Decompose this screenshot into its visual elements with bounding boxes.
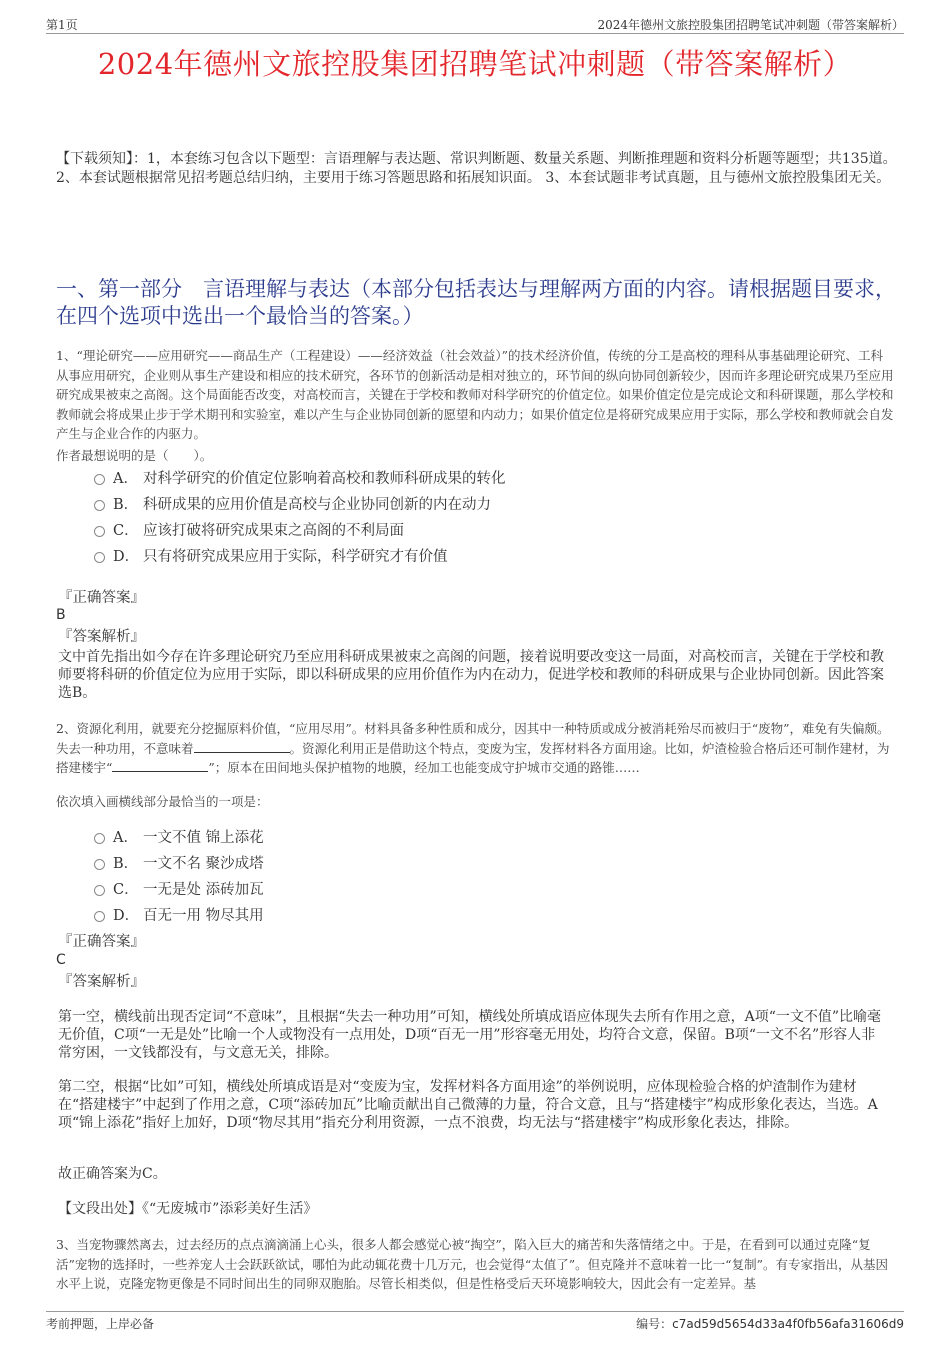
analysis-label: 『答案解析』	[58, 974, 145, 990]
answer-label: 『正确答案』	[58, 590, 145, 606]
analysis-paragraph-1: 第一空，横线前出现否定词“不意味”，且根据“失去一种功用”可知，横线处所填成语应体现失去所有作用之意，A项“一文不值”比喻毫无价值，C项“一无是处”比喻一个人或物没有一点用处，D项“百无一用”形容毫无用处，均符合文意，保留。B项“一文不名”形容人非常穷困，一文钱都没有，与文意无关，排除。	[58, 1009, 882, 1061]
document-title: 2024年德州文旅控股集团招聘笔试冲刺题（带答案解析）	[97, 47, 853, 81]
analysis-paragraph-2: 第二空，根据“比如”可知，横线处所填成语是对“变废为宝，发挥材料各方面用途”的举例说明，应体现检验合格的炉渣制作为建材在“搭建楼宇”中起到了作用之意，C项“添砖加瓦”比喻贡献出自己微薄的力量，符合文意，且与“搭建楼宇”构成形象化表达，当选。A项“锦上添花”指好上加好，D项“物尽其用”指充分利用资源，一点不浪费，均无法与“搭建楼宇”构成形象化表达，排除。	[58, 1079, 878, 1131]
option-d[interactable]: D． 百无一用 物尽其用	[94, 903, 794, 929]
radio-icon[interactable]	[94, 833, 105, 844]
radio-icon[interactable]	[94, 500, 105, 511]
option-a[interactable]: A． 一文不值 锦上添花	[94, 825, 794, 851]
analysis-conclusion: 故正确答案为C。	[58, 1166, 167, 1182]
answer-label: 『正确答案』	[58, 934, 145, 950]
option-a[interactable]: A． 对科学研究的价值定位影响着高校和教师科研成果的转化	[94, 466, 794, 492]
option-b[interactable]: B． 科研成果的应用价值是高校与企业协同创新的内在动力	[94, 492, 794, 518]
radio-icon[interactable]	[94, 526, 105, 537]
radio-icon[interactable]	[94, 474, 105, 485]
fill-blank	[112, 760, 208, 772]
page-footer	[46, 1311, 904, 1331]
page-header	[46, 14, 904, 34]
analysis-label: 『答案解析』	[58, 629, 145, 645]
page-number: 第1页	[46, 18, 78, 32]
section-heading: 一、第一部分 言语理解与表达（本部分包括表达与理解两方面的内容。请根据题目要求，在四个选项中选出一个最恰当的答案。）	[56, 277, 896, 328]
radio-icon[interactable]	[94, 885, 105, 896]
answer-value: C	[56, 952, 66, 968]
header-doc-title: 2024年德州文旅控股集团招聘笔试冲刺题（带答案解析）	[597, 18, 904, 32]
option-d[interactable]: D． 只有将研究成果应用于实际，科学研究才有价值	[94, 544, 794, 570]
question-2-prompt: 依次填入画横线部分最恰当的一项是：	[56, 794, 269, 809]
radio-icon[interactable]	[94, 911, 105, 922]
footer-slogan: 考前押题，上岸必备	[46, 1317, 155, 1331]
question-3-stem: 3、当宠物骤然离去，过去经历的点点滴滴涌上心头，很多人都会感觉心被“掏空”，陷入巨大的痛苦和失落情绪之中。于是，在看到可以通过克隆“复活”宠物的选择时，一些养宠人士会跃跃欲试，哪怕为此动辄花费十几万元，也会觉得“太值了”。但克隆并不意味着一比一“复制”。有专家指出，从基因水平上说，克隆宠物更像是不同时间出生的同卵双胞胎。尽管长相类似，但是性格受后天环境影响较大，因此会有一定差异。基	[56, 1237, 888, 1291]
option-b[interactable]: B． 一文不名 聚沙成塔	[94, 851, 794, 877]
source-citation: 【文段出处】《“无废城市”添彩美好生活》	[58, 1201, 318, 1217]
question-2-stem: 2、资源化利用，就要充分挖掘原料价值，“应用尽用”。材料具备多种性质和成分，因其中一种特质或成分被消耗殆尽而被归于“废物”，难免有失偏颇。失去一种功用，不意味着 。资源化利用正是借助这个特点，变废为宝，发挥材料各方面用途。比如，炉渣检验合格后还可制作建材，为搭建楼宇“ ”；原本在田间地头保护植物的地膜，经加工也能变成守护城市交通的路锥……	[56, 721, 890, 775]
analysis-text: 文中首先指出如今存在许多理论研究乃至应用科研成果被束之高阁的问题，接着说明要改变这一局面，对高校而言，关键在于学校和教师要将科研的价值定位为应用于实际，即以科研成果的应用价值作为内在动力，促进学校和教师的科研成果与企业协同创新。因此答案选B。	[58, 649, 884, 701]
fill-blank	[194, 741, 290, 753]
radio-icon[interactable]	[94, 859, 105, 870]
question-1-options	[94, 466, 794, 570]
question-2-options	[94, 825, 794, 929]
question-1-stem: 1、“理论研究——应用研究——商品生产（工程建设）——经济效益（社会效益）”的技术经济价值，传统的分工是高校的理科从事基础理论研究、工科从事应用研究，企业则从事生产建设和相应的技术研究，各环节的创新活动是相对独立的，环节间的纵向协同创新较少，因而许多理论研究成果乃至应用研究成果被束之高阁。这个局面能否改变，对高校而言，关键在于学校和教师对科学研究的价值定位。如果价值定位是完成论文和科研课题，那么学校和教师就会将成果止步于学术期刊和实验室，难以产生与企业协同创新的愿望和内动力；如果价值定位是将研究成果应用于实际，那么学校和教师就会自发产生与企业合作的内驱力。	[56, 348, 894, 441]
download-notice: 【下载须知】：1，本套练习包含以下题型：言语理解与表达题、常识判断题、数量关系题、判断推理题和资料分析题等题型；共135道。 2、本套试题根据常见招考题总结归纳，主要用于练习答题思路和拓展知识面。 3、本套试题非考试真题，且与德州文旅控股集团无关。	[56, 151, 897, 186]
footer-code: 编号：c7ad59d5654d33a4f0fb56afa31606d9	[636, 1317, 904, 1331]
option-c[interactable]: C． 一无是处 添砖加瓦	[94, 877, 794, 903]
answer-value: B	[56, 607, 66, 623]
radio-icon[interactable]	[94, 552, 105, 563]
question-1-prompt: 作者最想说明的是（ ）。	[56, 448, 213, 463]
option-c[interactable]: C． 应该打破将研究成果束之高阁的不利局面	[94, 518, 794, 544]
